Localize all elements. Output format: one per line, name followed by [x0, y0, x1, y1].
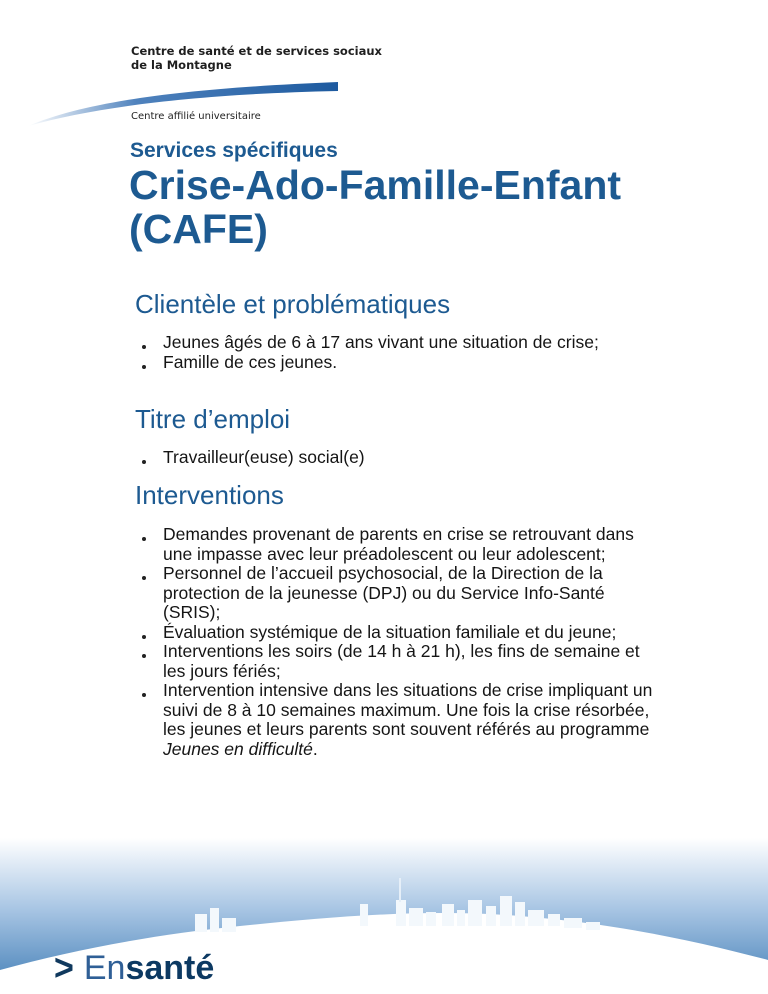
list-item: Famille de ces jeunes. [142, 353, 682, 373]
list-item: Travailleur(euse) social(e) [142, 448, 682, 468]
organization-name-line-2: de la Montagne [131, 58, 232, 72]
list-item-text: Intervention intensive dans les situations de crise impliquant un suivi de 8 à 10 semaines maximum. Une fois la crise résorbée, les jeunes et leurs parents sont souvent référés au programme [163, 680, 653, 739]
list-item: Demandes provenant de parents en crise se retrouvant dans une impasse avec leur préadolescent ou leur adolescent; [142, 525, 662, 564]
section-heading-job-title: Titre d’emploi [135, 404, 291, 434]
chevron-right-icon: > [54, 947, 74, 989]
organization-name-line-1: Centre de santé et de services sociaux [131, 44, 382, 58]
list-item-end: . [312, 738, 318, 759]
section-heading-interventions: Interventions [135, 480, 284, 510]
affiliation-text: Centre affilié universitaire [131, 111, 261, 122]
page-title-line-2: (CAFE) [129, 206, 268, 252]
list-item: Jeunes âgés de 6 à 17 ans vivant une situation de crise; [142, 333, 682, 353]
page-kicker: Services spécifiques [130, 139, 338, 162]
list-item: Personnel de l’accueil psychosocial, de la Direction de la protection de la jeunesse (DPJ) ou du Service Info-Santé (SRIS); [142, 564, 662, 623]
page-title [129, 163, 749, 251]
interventions-list [142, 525, 662, 759]
job-title-list [142, 448, 682, 468]
list-item: Interventions les soirs (de 14 h à 21 h), les fins de semaine et les jours fériés; [142, 642, 662, 681]
organization-name [131, 44, 382, 72]
ensante-logo [54, 948, 214, 988]
clientele-list [142, 333, 682, 372]
list-item [142, 681, 662, 759]
page-title-line-1: Crise-Ado-Famille-Enfant [129, 162, 622, 208]
section-heading-clientele: Clientèle et problématiques [135, 289, 451, 319]
program-name-emphasis: Jeunes en difficulté [163, 738, 313, 759]
brand-sante: santé [125, 949, 215, 987]
brand-en: En [83, 949, 126, 987]
list-item: Évaluation systémique de la situation familiale et du jeune; [142, 623, 662, 643]
